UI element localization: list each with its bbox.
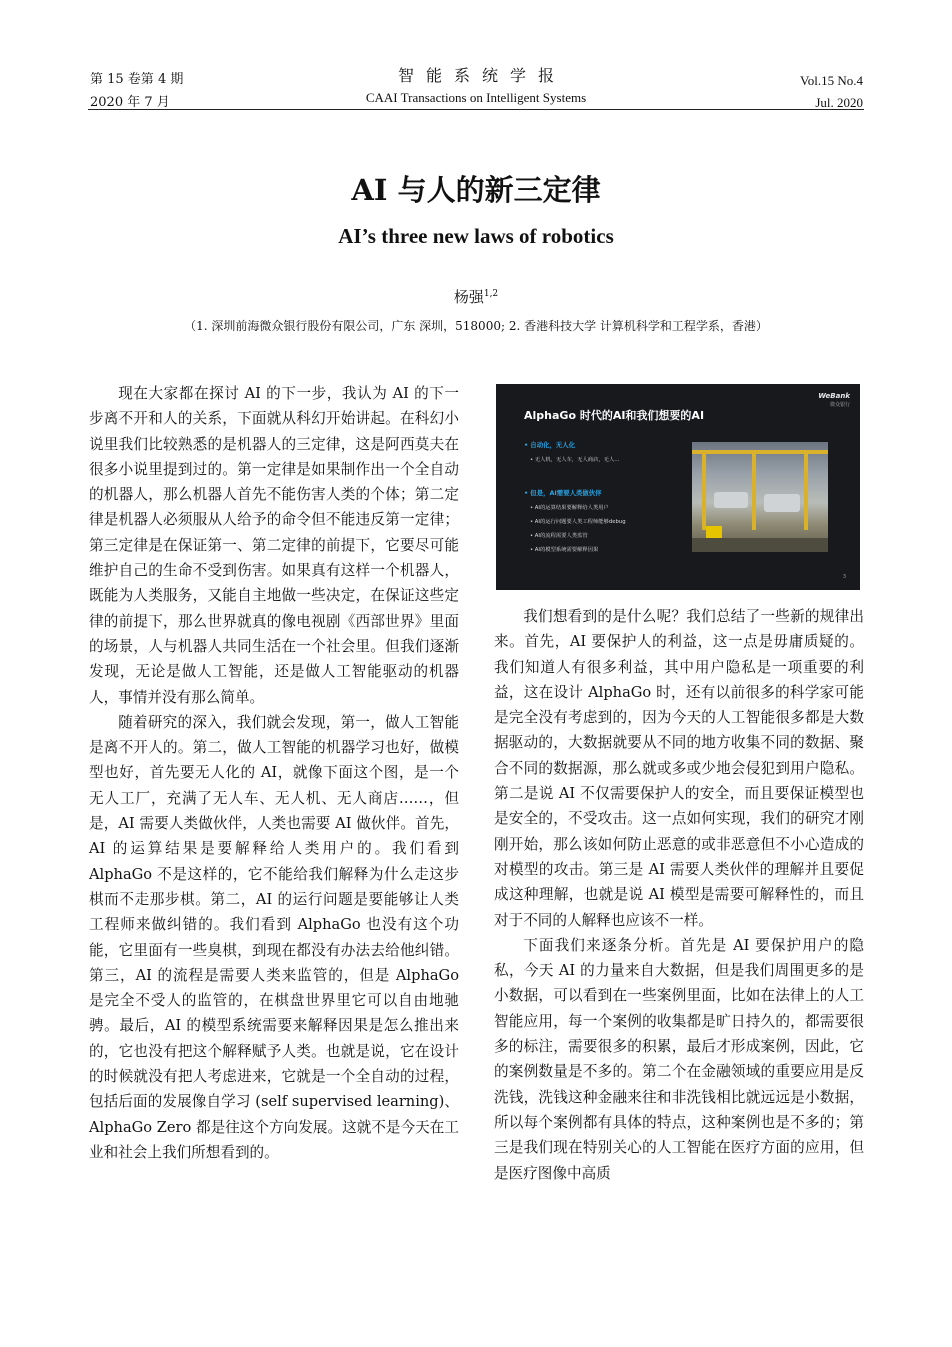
date-cn: 2020 年 7 月 <box>90 95 170 110</box>
left-column <box>89 381 459 1165</box>
right-column <box>494 381 864 1186</box>
logo-text: WeBank <box>818 392 850 400</box>
journal-title-en: CAAI Transactions on Intelligent Systems <box>365 90 587 105</box>
header-rule <box>88 109 864 110</box>
journal-title-cn: 智能系统学报 <box>397 66 566 85</box>
paragraph: 随着研究的深入，我们就会发现，第一，做人工智能是离不开人的。第二，做人工智能的机器学习也好，做模型也好，首先要无人化的 AI，就像下面这个图，是一个无人工厂，充满了无人车、无人机、无人商店……，但是，AI 需要人类做伙伴，人类也需要 AI 做伙伴。首先，AI 的运算结果是要解释给人类用户的。我们看到 AlphaGo 不是这样的，它不能给我们解释为什么走这步棋而不走那步棋。第二，AI 的运行问题是要能够让人类工程师来做纠错的。我们看到 AlphaGo 也没有这个功能，它里面有一些臭棋，到现在都没有办法去给他纠错。第三，AI 的流程是需要人类来监管的，但是 AlphaGo 是完全不受人的监管的，在棋盘世界里它可以自由地驰骋。最后，AI 的模型系统需要来解释因果是怎么推出来的，它也没有把这个解释赋予人类。也就是说，它在设计的时候就没有把人考虑进来，它就是一个全自动的过程，包括后面的发展像自学习 (self supervised learning)、AlphaGo Zero 都是往这个方向发展。这就不是今天在工业和社会上我们所想看到的。 <box>89 713 459 1161</box>
slide-bullet: • AI的运行问题要人类工程师能够debug <box>530 519 626 525</box>
slide-heading: • 但是，AI需要人类做伙伴 <box>524 489 602 497</box>
logo-subtext: 微众银行 <box>829 402 850 408</box>
slide-bullet: • 无人机，无人车，无人商店，无人… <box>530 457 620 463</box>
header-right <box>800 70 863 114</box>
author <box>0 286 952 307</box>
slide-bullet: • AI的模型系统需要解释因果 <box>530 547 599 553</box>
slide-title: AlphaGo 时代的AI和我们想要的AI <box>524 409 705 422</box>
article-title-cn: AI 与人的新三定律 <box>351 173 601 207</box>
paragraph: 下面我们来逐条分析。首先是 AI 要保护用户的隐私，今天 AI 的力量来自大数据，但是我们周围更多的是小数据，可以看到在一些案例里面，比如在法律上的人工智能应用，每一个案例的收集都是旷日持久的，都需要很多的标注，需要很多的积累，最后才形成案例，因此，它的案例数量是不多的。第二个在金融领域的重要应用是反洗钱，洗钱这种金融来往和非洗钱相比就远远是小数据，所以每个案例都有具体的特点，这种案例也是不多的；第三是我们现在特别关心的人工智能在医疗方面的应用，但是医疗图像中高质 <box>494 936 864 1182</box>
author-name: 杨强 <box>453 288 484 306</box>
article-title-en: AI’s three new laws of robotics <box>338 224 614 248</box>
slide-heading: • 自动化，无人化 <box>524 441 576 449</box>
slide-bullet: • AI的流程需要人类监管 <box>530 533 588 539</box>
paragraph: 我们想看到的是什么呢？我们总结了一些新的规律出来。首先，AI 要保护人的利益，这一点是毋庸质疑的。我们知道人有很多利益，其中用户隐私是一项重要的利益，这在设计 AlphaGo 时，还有以前很多的科学家可能是完全没有考虑到的，因为今天的人工智能很多都是大数据驱动的，大数据就要从不同的地方收集不同的数据、聚合不同的数据源，那么就或多或少地会侵犯到用户隐私。第二是说 AI 不仅需要保护人的安全，而且要保证模型也是安全的，不受攻击。这一点如何实现，我们的研究才刚刚开始，那么该如何防止恶意的或非恶意但不小心造成的对模型的攻击。第三是 AI 需要人类伙伴的理解并且要促成这种理解，也就是说 AI 模型是需要可解释性的，而且对于不同的人解释也应该不一样。 <box>494 608 864 929</box>
volume-cn: 第 15 卷第 4 期 <box>90 72 184 87</box>
slide-bullet: • AI的运算结果要解释给人类用户 <box>530 505 609 511</box>
volume-en: Vol.15 No.4 <box>800 73 863 88</box>
date-en: Jul. 2020 <box>815 95 863 110</box>
author-affiliation-marks: 1,2 <box>483 289 499 299</box>
affiliation: （1. 深圳前海微众银行股份有限公司，广东 深圳，518000; 2. 香港科技大学 计算机科学和工程学系，香港） <box>184 319 768 333</box>
slide-page-number: 3 <box>842 574 846 580</box>
paragraph: 现在大家都在探讨 AI 的下一步，我认为 AI 的下一步离不开和人的关系，下面就从科幻开始讲起。在科幻小说里我们比较熟悉的是机器人的三定律，这是阿西莫夫在很多小说里提到过的。第一定律是如果制作出一个全自动的机器人，那么机器人首先不能伤害人类的个体；第二定律是机器人必须服从人给予的命令但不能违反第一定律；第三定律是在保证第一、第二定律的前提下，它要尽可能维护自己的生命不受到伤害。如果真有这样一个机器人，既能为人类服务，又能自主地做一些决定，在保证这些定律的前提下，那么世界就真的像电视剧《西部世界》里面的场景，人与机器人共同生活在一个社会里。但我们逐渐发现，无论是做人工智能，还是做人工智能驱动的机器人，事情并没有那么简单。 <box>89 385 459 706</box>
